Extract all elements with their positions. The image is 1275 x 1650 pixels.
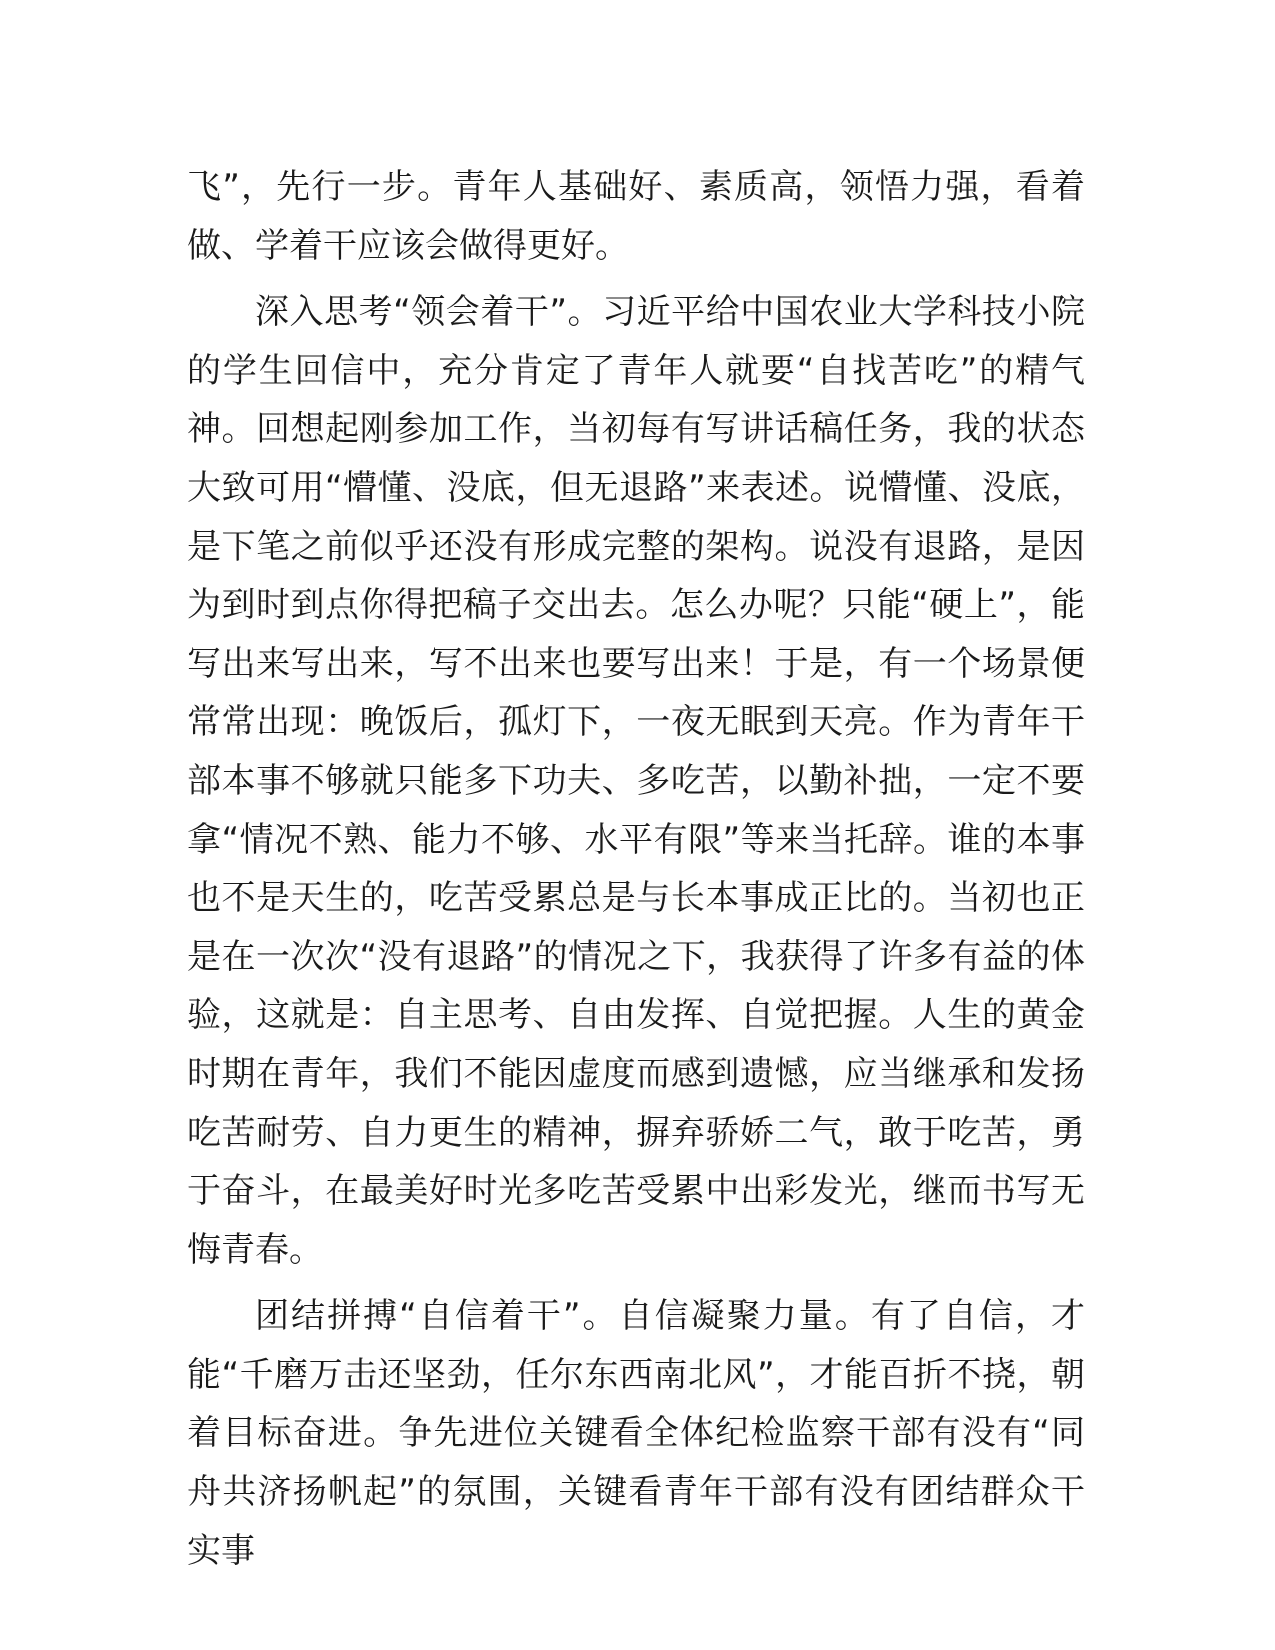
- paragraph-confidence: 团结拼搏“自信着干”。自信凝聚力量。有了自信，才能“千磨万击还坚劲，任尔东西南北风”，才能百折不挠，朝着目标奋进。争先进位关键看全体纪检监察干部有没有“同舟共济扬帆起”的氛围，关键看青年干部有没有团结群众干实事: [187, 1296, 1085, 1571]
- paragraph-understand: 深入思考“领会着干”。习近平给中国农业大学科技小院的学生回信中，充分肯定了青年人就要“自找苦吃”的精气神。回想起刚参加工作，当初每有写讲话稿任务，我的状态大致可用“懵懂、没底，但无退路”来表述。说懵懂、没底，是下笔之前似乎还没有形成完整的架构。说没有退路，是因为到时到点你得把稿子交出去。怎么办呢？只能“硬上”，能写出来写出来，写不出来也要写出来！于是，有一个场景便常常出现：晚饭后，孤灯下，一夜无眠到天亮。作为青年干部本事不够就只能多下功夫、多吃苦，以勤补拙，一定不要拿“情况不熟、能力不够、水平有限”等来当托辞。谁的本事也不是天生的，吃苦受累总是与长本事成正比的。当初也正是在一次次“没有退路”的情况之下，我获得了许多有益的体验，这就是：自主思考、自由发挥、自觉把握。人生的黄金时期在青年，我们不能因虚度而感到遗憾，应当继承和发扬吃苦耐劳、自力更生的精神，摒弃骄娇二气，敢于吃苦，勇于奋斗，在最美好时光多吃苦受累中出彩发光，继而书写无悔青春。: [187, 292, 1085, 1270]
- body-text: [187, 158, 1085, 1580]
- paragraph-continuation: 飞”，先行一步。青年人基础好、素质高，领悟力强，看着做、学着干应该会做得更好。: [187, 167, 1085, 266]
